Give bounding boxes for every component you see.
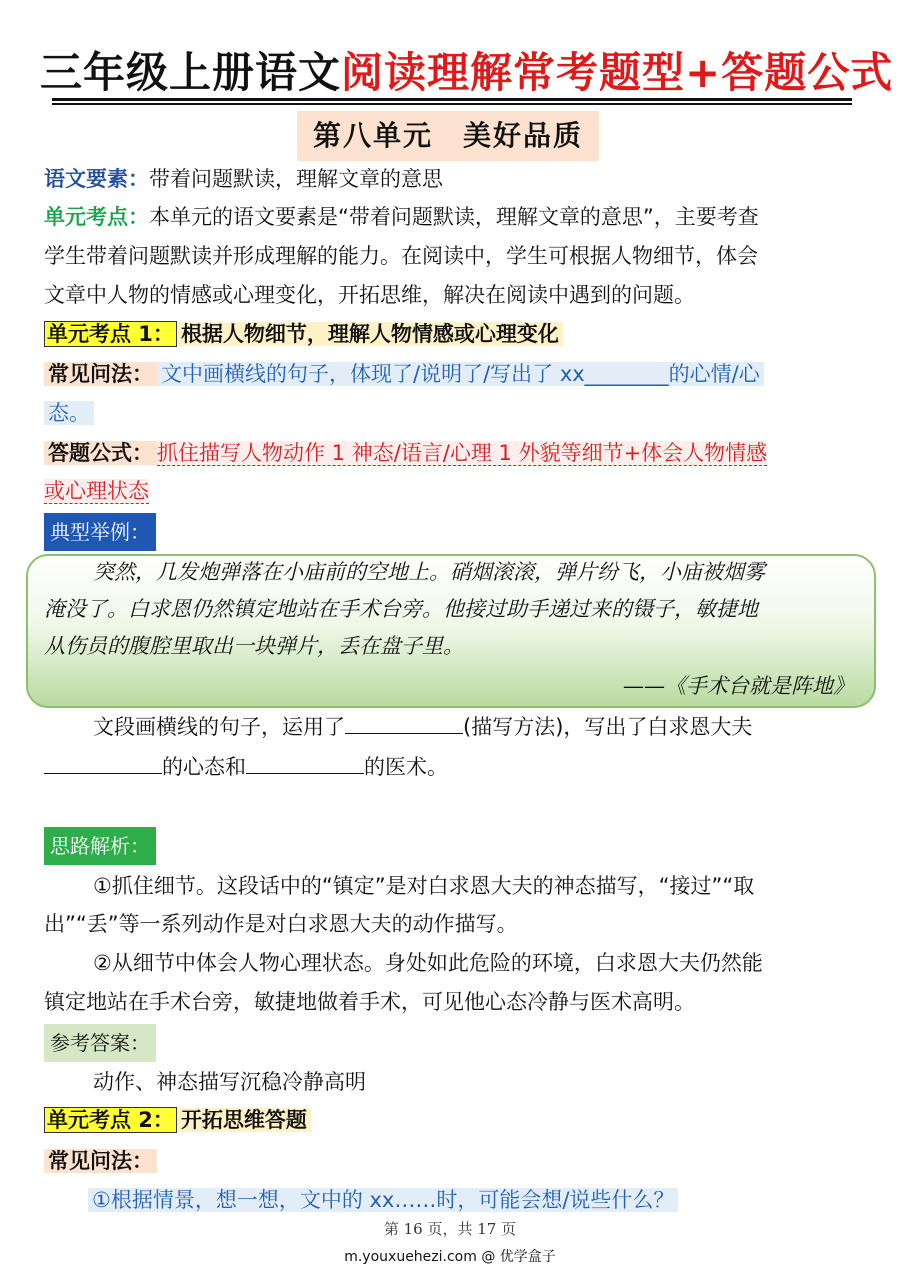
- point2-question-1-row: [88, 1181, 678, 1219]
- title-black-part: 三年级上册语文: [40, 48, 342, 97]
- point1-label: 单元考点 1：: [44, 321, 177, 347]
- danyuan-kaodian-line1: 本单元的语文要素是“带着问题默读，理解文章的意思”，主要考查: [149, 205, 759, 229]
- example-tag: 典型举例：: [44, 513, 156, 551]
- point1-formula-cont: [44, 472, 149, 510]
- analysis-1a: ①抓住细节。这段话中的“镇定”是对白求恩大夫的神态描写，“接过”“取: [93, 874, 755, 898]
- answer-text: 动作、神态描写沉稳冷静高明: [93, 1070, 366, 1094]
- yuwen-yaosu-label: 语文要素：: [44, 167, 149, 191]
- task-text-d: 的医术。: [364, 755, 448, 779]
- point1-formula-line2: 或心理状态: [44, 479, 149, 503]
- point1-formula-line1: 抓住描写人物动作 1 神态/语言/心理 1 外貌等细节+体会人物情感: [157, 441, 768, 465]
- danyuan-kaodian-line3: 文章中人物的情感或心理变化，开拓思维，解决在阅读中遇到的问题。: [44, 283, 695, 307]
- task-text-c: 的心态和: [162, 755, 246, 779]
- point1-formula-label: 答题公式：: [44, 441, 157, 465]
- point2-heading: [44, 1101, 311, 1139]
- point1-formula-row: [44, 434, 767, 472]
- title-red-part: 阅读理解常考题型+答题公式: [341, 48, 894, 97]
- point1-question-line1: 文中画横线的句子，体现了/说明了/写出了 xx________的心情/心: [157, 362, 764, 386]
- example-line3: 从伤员的腹腔里取出一块弹片，丢在盘子里。: [44, 634, 464, 658]
- analysis-2a: ②从细节中体会人物心理状态。身处如此危险的环境，白求恩大夫仍然能: [93, 951, 763, 975]
- point2-label: 单元考点 2：: [44, 1107, 177, 1133]
- point2-question-1: ①根据情景，想一想，文中的 xx……时，可能会想/说些什么？: [88, 1188, 678, 1212]
- example-source: ——《手术台就是阵地》: [623, 674, 854, 698]
- point1-question-row: [44, 355, 764, 393]
- danyuan-kaodian-line2: 学生带着问题默读并形成理解的能力。在阅读中，学生可根据人物细节，体会: [44, 244, 758, 268]
- title-underline-secondary: [52, 103, 852, 105]
- yuwen-yaosu-row: [44, 160, 443, 198]
- point2-question-row: [44, 1142, 157, 1180]
- analysis-1b: 出”“丢”等一系列动作是对白求恩大夫的动作描写。: [44, 912, 518, 936]
- point1-heading: [44, 315, 563, 353]
- analysis-tag: 思路解析：: [44, 827, 156, 865]
- analysis-2b: 镇定地站在手术台旁，敏捷地做着手术，可见他心态冷静与医术高明。: [44, 990, 695, 1014]
- point2-title: 开拓思维答题: [177, 1108, 311, 1132]
- yuwen-yaosu-text: 带着问题默读，理解文章的意思: [149, 167, 443, 191]
- point2-question-label: 常见问法：: [44, 1149, 157, 1173]
- danyuan-kaodian-row: [44, 198, 759, 236]
- blank-skill[interactable]: [246, 751, 364, 774]
- title-underline: [52, 98, 852, 101]
- blank-mindset[interactable]: [44, 751, 162, 774]
- danyuan-kaodian-label: 单元考点：: [44, 205, 149, 229]
- task-line1: [93, 708, 752, 746]
- point1-question-line2: 态。: [44, 401, 94, 425]
- unit-subtitle: 第八单元 美好品质: [297, 111, 599, 161]
- page-number: 第 16 页，共 17 页: [383, 1220, 517, 1238]
- blank-method[interactable]: [345, 711, 463, 734]
- task-text-b: (描写方法)，写出了白求恩大夫: [463, 715, 753, 739]
- page-title: [40, 40, 894, 106]
- task-line2: [44, 748, 448, 786]
- site-watermark[interactable]: m.youxuehezi.com @ 优学盒子: [344, 1249, 556, 1265]
- answer-tag: 参考答案：: [44, 1024, 156, 1062]
- task-text-a: 文段画横线的句子，运用了: [93, 715, 345, 739]
- point1-question-label: 常见问法：: [44, 362, 157, 386]
- example-line1: 突然，几发炮弹落在小庙前的空地上。硝烟滚滚，弹片纷飞，小庙被烟雾: [93, 560, 765, 584]
- example-line2: 淹没了。白求恩仍然镇定地站在手术台旁。他接过助手递过来的镊子，敏捷地: [44, 597, 758, 621]
- point1-title: 根据人物细节，理解人物情感或心理变化: [177, 322, 563, 346]
- point1-question-cont: [44, 394, 94, 432]
